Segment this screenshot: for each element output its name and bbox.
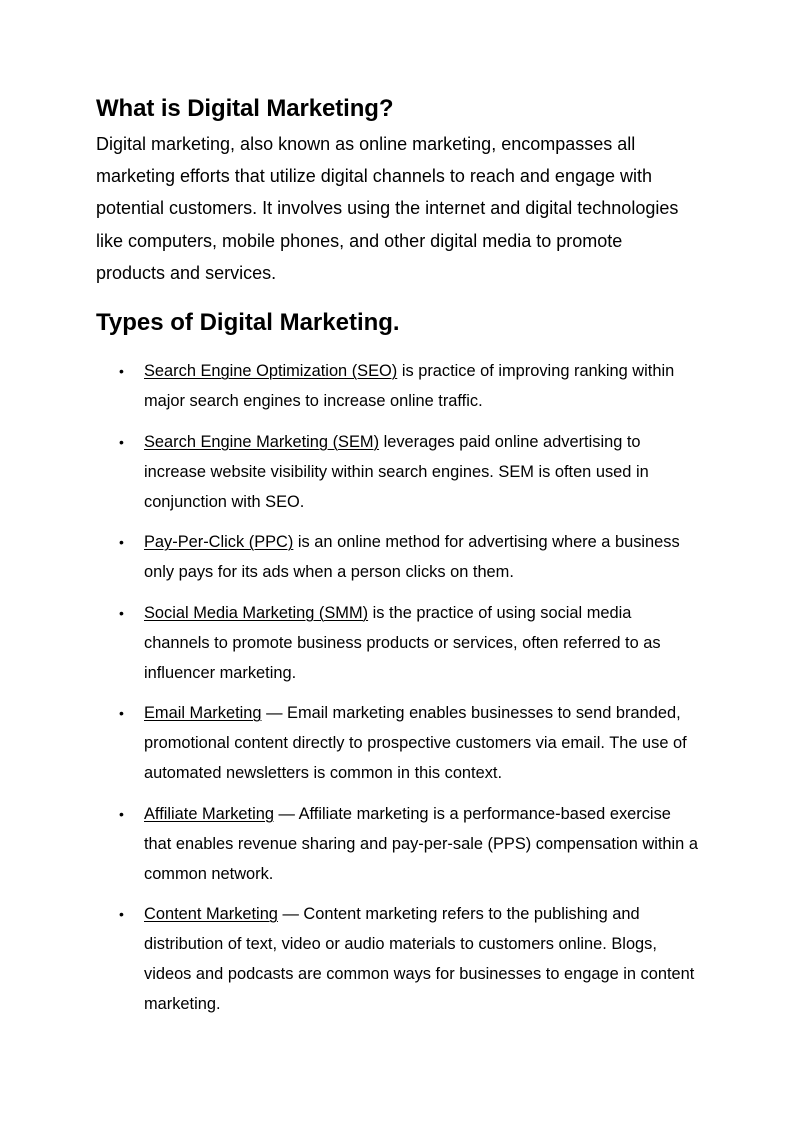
section-heading: Types of Digital Marketing. bbox=[96, 309, 400, 337]
bullet-icon: • bbox=[119, 805, 124, 822]
list-item-text: is practice of improving ranking within major search engines to increase online traffic. bbox=[144, 362, 675, 411]
bullet-icon: • bbox=[119, 433, 124, 450]
page-title: What is Digital Marketing? bbox=[96, 95, 394, 122]
list-item-seo bbox=[96, 356, 700, 416]
list-item-ppc bbox=[96, 527, 700, 587]
bullet-icon: • bbox=[119, 604, 124, 621]
list-item-text: — Email marketing enables businesses to send branded, promotional content directly to prospective customers via email. The use of automated newsletters is common in this context. bbox=[144, 704, 687, 783]
bullet-icon: • bbox=[119, 363, 124, 380]
list-item-text: — Affiliate marketing is a performance-based exercise that enables revenue sharing and pay-per-sale (PPS) compensation within a common network. bbox=[144, 804, 698, 883]
smm-link[interactable]: Social Media Marketing (SMM) bbox=[144, 603, 369, 622]
list-item-content-marketing bbox=[96, 899, 700, 1019]
document-page bbox=[96, 92, 700, 1030]
list-item-text: is an online method for advertising where a business only pays for its ads when a person clicks on them. bbox=[144, 533, 680, 582]
bullet-icon: • bbox=[119, 705, 124, 722]
bullet-icon: • bbox=[119, 906, 124, 923]
list-item-smm bbox=[96, 598, 700, 688]
list-item-affiliate-marketing bbox=[96, 799, 700, 889]
marketing-types-list bbox=[96, 356, 700, 1019]
seo-link[interactable]: Search Engine Optimization (SEO) bbox=[144, 362, 398, 381]
sem-link[interactable]: Search Engine Marketing (SEM) bbox=[144, 432, 380, 451]
list-item-text: leverages paid online advertising to increase website visibility within search engines. SEM is often used in conjunction with SEO. bbox=[144, 432, 649, 511]
list-item-sem bbox=[96, 427, 700, 517]
list-item-email-marketing bbox=[96, 698, 700, 788]
list-item-text: is the practice of using social media channels to promote business products or services, often referred to as influencer marketing. bbox=[144, 603, 661, 682]
email-marketing-link[interactable]: Email Marketing bbox=[144, 704, 262, 723]
bullet-icon: • bbox=[119, 534, 124, 551]
list-item-text: — Content marketing refers to the publishing and distribution of text, video or audio materials to customers online. Blogs, videos and podcasts are common ways for businesses to engage in content marketing. bbox=[144, 905, 695, 1014]
content-marketing-link[interactable]: Content Marketing bbox=[144, 905, 278, 924]
ppc-link[interactable]: Pay-Per-Click (PPC) bbox=[144, 533, 294, 552]
affiliate-marketing-link[interactable]: Affiliate Marketing bbox=[144, 804, 274, 823]
intro-paragraph: Digital marketing, also known as online marketing, encompasses all marketing efforts that utilize digital channels to reach and engage with potential customers. It involves using the internet and digital technologies like computers, mobile phones, and other digital media to promote products and services. bbox=[96, 134, 679, 283]
